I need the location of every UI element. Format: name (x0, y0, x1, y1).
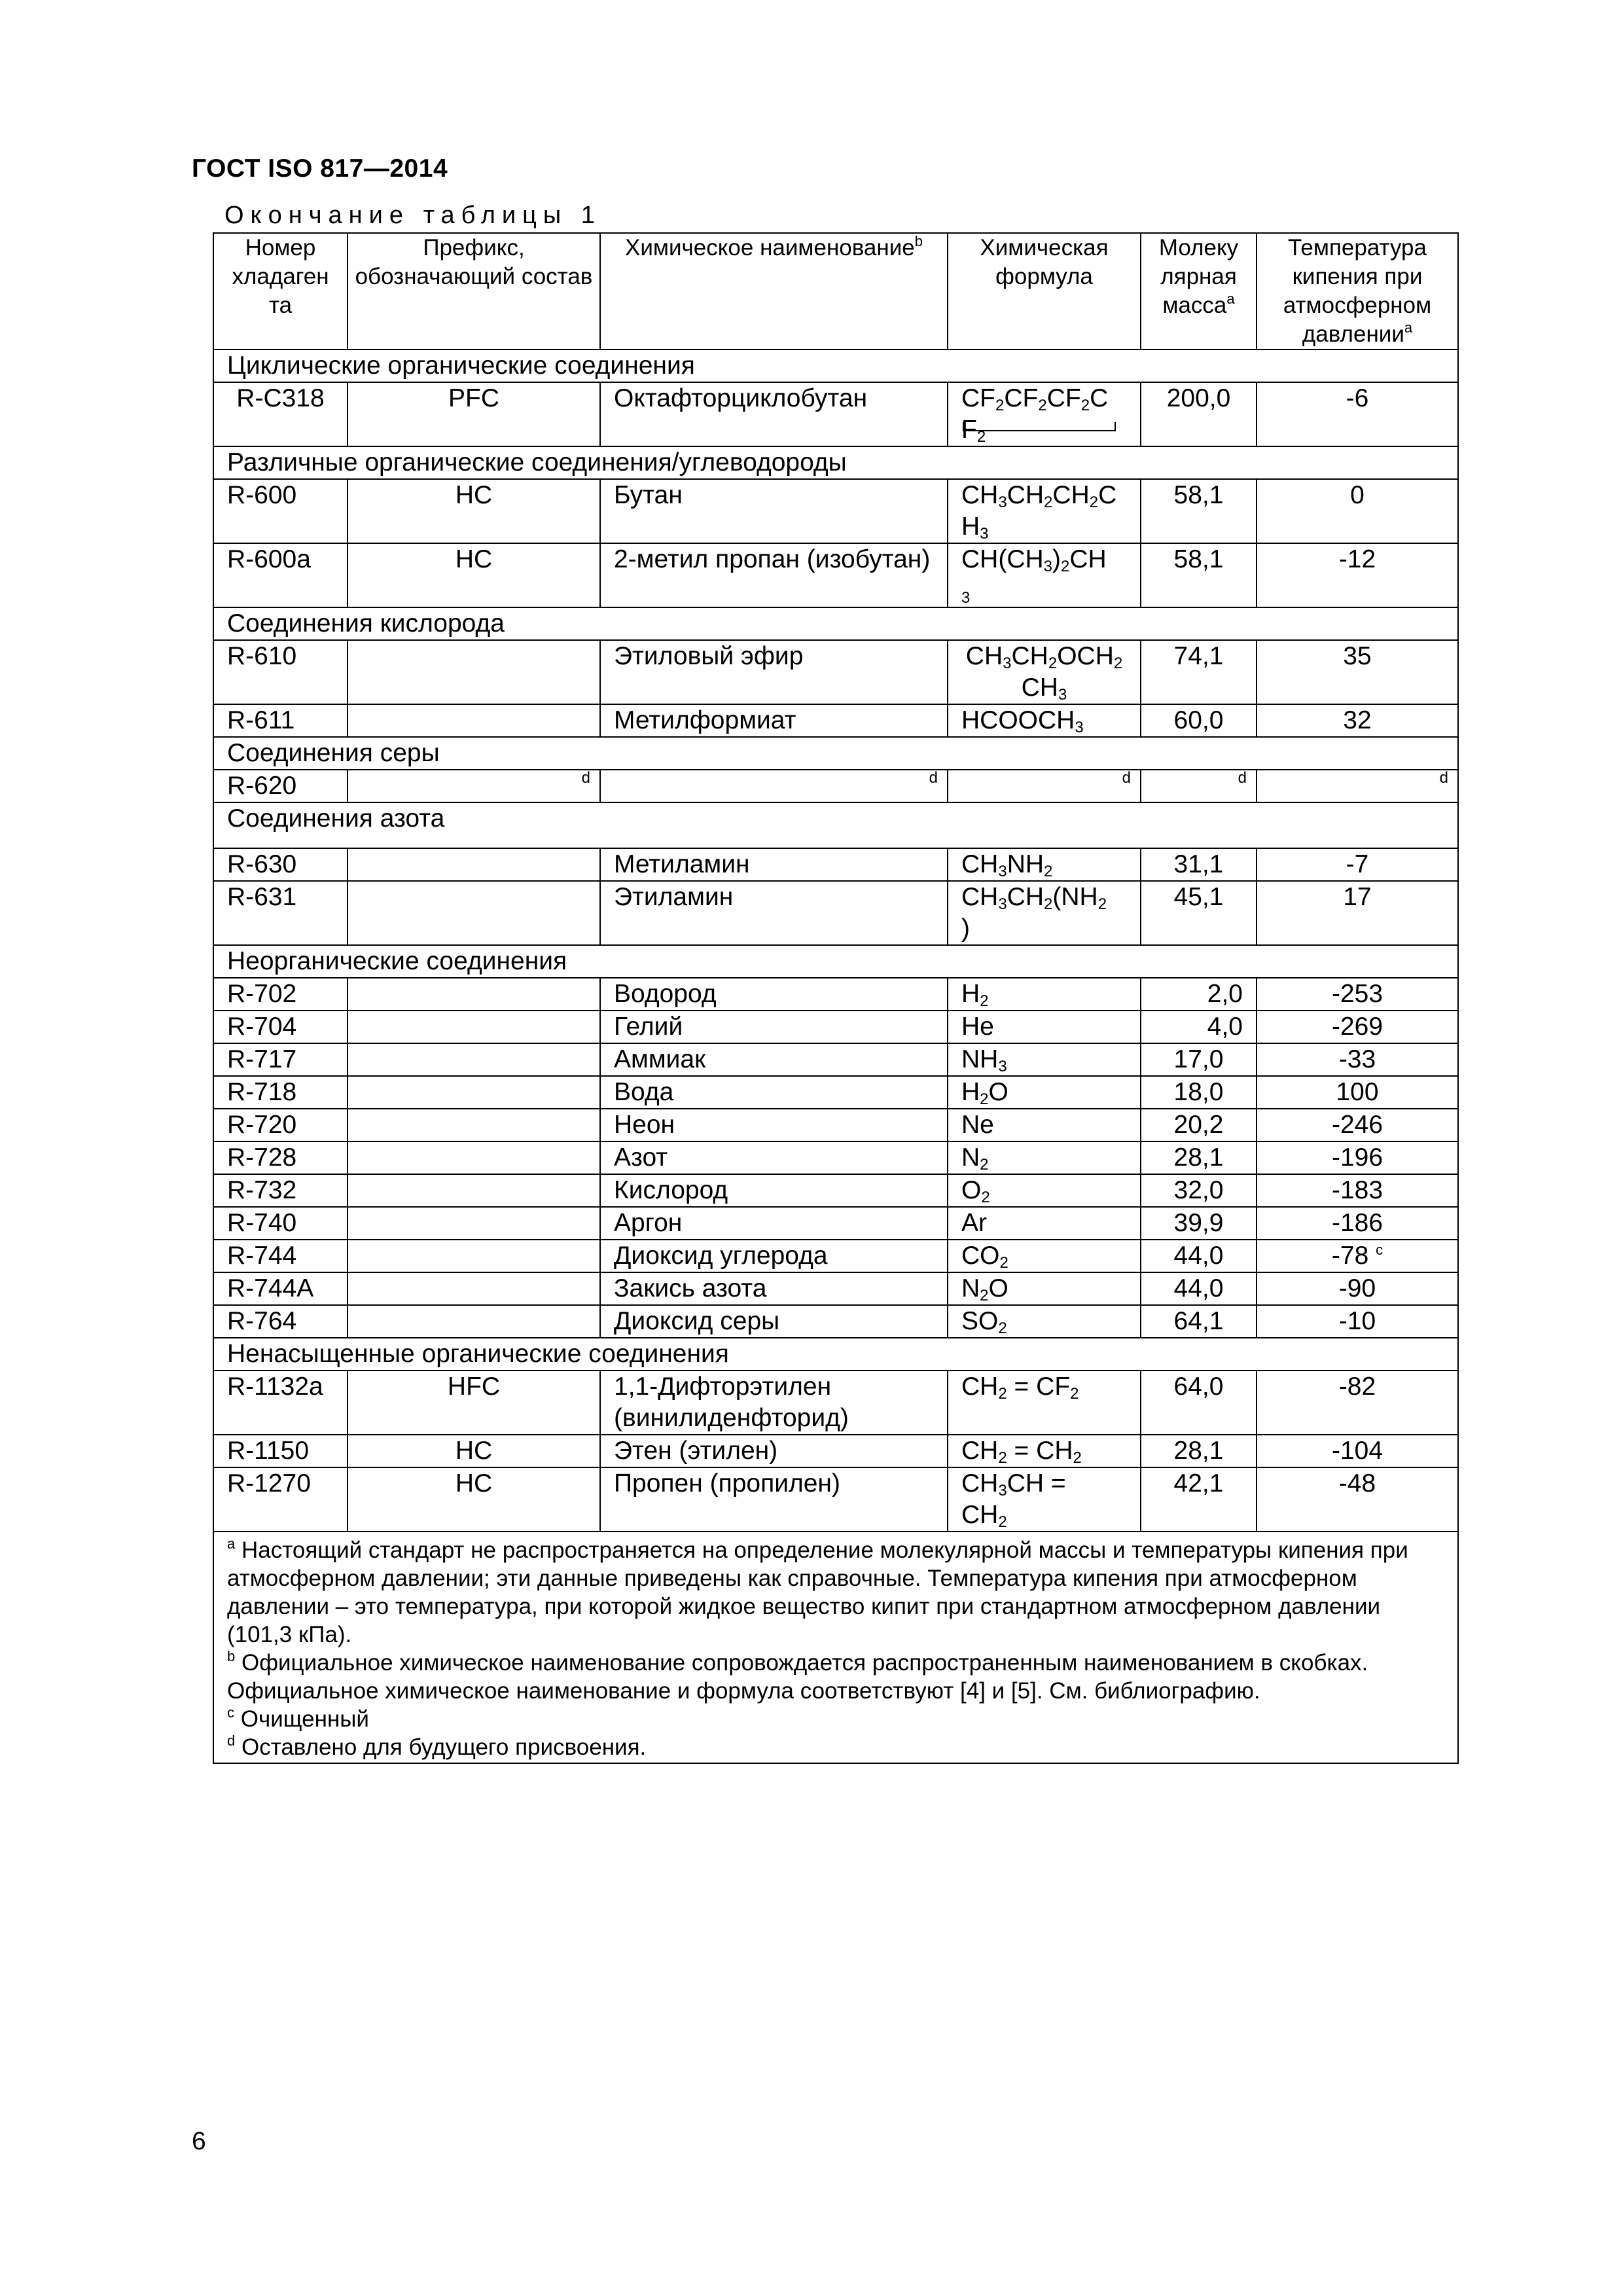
cell-mass: 45,1 (1141, 881, 1257, 945)
cell-temp: -246 (1257, 1109, 1458, 1141)
table-row (213, 1240, 1458, 1272)
cell-name: Октафторциклобутан (600, 382, 948, 446)
cell-prefix (348, 1305, 600, 1338)
document-code: ГОСТ ISO 817—2014 (192, 154, 448, 183)
cell-number: R-1270 (213, 1467, 348, 1532)
cell-number: R-600a (213, 543, 348, 607)
cell-prefix (348, 1272, 600, 1305)
cell-mass: 44,0 (1141, 1240, 1257, 1272)
cell-mass: 17,0 (1141, 1043, 1257, 1076)
cell-prefix (348, 640, 600, 704)
cell-temp: -269 (1257, 1011, 1458, 1043)
cell-prefix: HC (348, 543, 600, 607)
cell-temp: 35 (1257, 640, 1458, 704)
cell-name: Метилформиат (600, 704, 948, 737)
table-row (213, 1305, 1458, 1338)
cell-temp: -253 (1257, 978, 1458, 1011)
cell-number: R-C318 (213, 382, 348, 446)
group-row (213, 945, 1458, 978)
table-row (213, 1043, 1458, 1076)
cell-number: R-1132a (213, 1371, 348, 1435)
col-header-prefix: Префикс, обозначающий состав (348, 233, 600, 350)
table-row (213, 1467, 1458, 1532)
cell-mass: 32,0 (1141, 1174, 1257, 1207)
cell-prefix (348, 1141, 600, 1174)
cell-formula: $CH_3CH_2CH_2C$ $H_3$ (948, 479, 1141, 543)
cell-number: R-610 (213, 640, 348, 704)
cell-formula: $HCOOCH_3$ (948, 704, 1141, 737)
cell-prefix (348, 881, 600, 945)
reserved-flag: d (948, 770, 1141, 802)
cell-temp: -10 (1257, 1305, 1458, 1338)
col-header-temp: Температура кипения при атмосферном давлении$^a$ (1257, 233, 1458, 350)
group-row (213, 446, 1458, 479)
cell-formula: $CF_2CF_2CF_2C$ $F_2$ (948, 382, 1141, 446)
cell-formula: $SO_2$ (948, 1305, 1141, 1338)
cell-mass: 200,0 (1141, 382, 1257, 446)
cell-temp: -183 (1257, 1174, 1458, 1207)
cell-temp: -78 $^c$ (1257, 1240, 1458, 1272)
refrigerant-table (213, 232, 1459, 1764)
group-row (213, 350, 1458, 382)
cell-number: R-630 (213, 848, 348, 881)
cell-formula: $CO_2$ (948, 1240, 1141, 1272)
cell-prefix (348, 1109, 600, 1141)
group-title: Неорганические соединения (213, 945, 1458, 978)
reserved-flag: d (348, 770, 600, 802)
cell-formula: Ne (948, 1109, 1141, 1141)
footnote-b: $^b$ Официальное химическое наименование сопровождается распространенным наименованием в скобках. Официальное химическое наименование и формула соответствуют [4] и [5]. См. библиографию. (227, 1648, 1368, 1704)
cell-temp: -7 (1257, 848, 1458, 881)
group-title: Соединения кислорода (213, 607, 1458, 640)
cell-number: R-620 (213, 770, 348, 802)
cell-mass: 4,0 (1141, 1011, 1257, 1043)
cell-formula: He (948, 1011, 1141, 1043)
cell-name: Этен (этилен) (600, 1435, 948, 1467)
cell-prefix: PFC (348, 382, 600, 446)
group-title: Ненасыщенные органические соединения (213, 1338, 1458, 1371)
table-row (213, 640, 1458, 704)
cell-name: Метиламин (600, 848, 948, 881)
cell-name: Этиловый эфир (600, 640, 948, 704)
cell-prefix: HC (348, 479, 600, 543)
table-row (213, 1174, 1458, 1207)
cell-formula: $O_2$ (948, 1174, 1141, 1207)
group-row (213, 802, 1458, 848)
cell-formula: $NH_3$ (948, 1043, 1141, 1076)
table-row (213, 1076, 1458, 1109)
cell-name: Кислород (600, 1174, 948, 1207)
cell-mass: 64,1 (1141, 1305, 1257, 1338)
cell-prefix (348, 1174, 600, 1207)
footnote-c: $^c$ Очищенный (227, 1704, 369, 1732)
cell-name: Этиламин (600, 881, 948, 945)
cell-formula: $H_2O$ (948, 1076, 1141, 1109)
cell-number: R-717 (213, 1043, 348, 1076)
table-row (213, 881, 1458, 945)
cell-number: R-764 (213, 1305, 348, 1338)
cell-name: 2-метил пропан (изобутан) (600, 543, 948, 607)
cell-name: 1,1-Дифторэтилен (винилиденфторид) (600, 1371, 948, 1435)
cell-name: Аргон (600, 1207, 948, 1240)
cell-temp: -196 (1257, 1141, 1458, 1174)
cell-prefix (348, 1043, 600, 1076)
group-row (213, 737, 1458, 770)
table-row (213, 1141, 1458, 1174)
table-row (213, 1109, 1458, 1141)
cell-temp: -186 (1257, 1207, 1458, 1240)
cell-temp: -90 (1257, 1272, 1458, 1305)
cell-name: Пропен (пропилен) (600, 1467, 948, 1532)
cell-mass: 18,0 (1141, 1076, 1257, 1109)
cell-temp: 0 (1257, 479, 1458, 543)
cell-prefix (348, 1240, 600, 1272)
table-row (213, 770, 1458, 802)
cell-prefix (348, 1207, 600, 1240)
col-header-mass: Молеку лярная масса$^a$ (1141, 233, 1257, 350)
cell-mass: 28,1 (1141, 1141, 1257, 1174)
cell-mass: 42,1 (1141, 1467, 1257, 1532)
cell-formula: $CH_2 = CF_2$ (948, 1371, 1141, 1435)
cell-mass: 28,1 (1141, 1435, 1257, 1467)
cell-mass: 2,0 (1141, 978, 1257, 1011)
table-row (213, 978, 1458, 1011)
cell-number: R-740 (213, 1207, 348, 1240)
cell-number: R-728 (213, 1141, 348, 1174)
col-header-formula: Химическая формула (948, 233, 1141, 350)
cell-mass: 31,1 (1141, 848, 1257, 881)
footnote-d: $^d$ Оставлено для будущего присвоения. (227, 1732, 647, 1760)
table-row (213, 848, 1458, 881)
footnotes (213, 1532, 1458, 1763)
cell-number: R-744 (213, 1240, 348, 1272)
cell-mass: 74,1 (1141, 640, 1257, 704)
cell-number: R-631 (213, 881, 348, 945)
table-header-row (213, 233, 1458, 350)
reserved-flag: d (1141, 770, 1257, 802)
table-row (213, 543, 1458, 607)
cell-formula: $CH_3CH_2OCH_2$ $CH_3$ (948, 640, 1141, 704)
cell-mass: 58,1 (1141, 479, 1257, 543)
group-title: Циклические органические соединения (213, 350, 1458, 382)
cell-formula: $CH(CH_3)_2CH$ $_3$ (948, 543, 1141, 607)
cell-name: Бутан (600, 479, 948, 543)
cell-formula: $CH_3CH$ = $CH_2$ (948, 1467, 1141, 1532)
cell-mass: 64,0 (1141, 1371, 1257, 1435)
group-title: Соединения азота (213, 802, 1458, 848)
cell-prefix: HFC (348, 1371, 600, 1435)
cell-number: R-744A (213, 1272, 348, 1305)
table-row (213, 704, 1458, 737)
cell-name: Гелий (600, 1011, 948, 1043)
cell-temp: -48 (1257, 1467, 1458, 1532)
cell-temp: -82 (1257, 1371, 1458, 1435)
cell-prefix (348, 978, 600, 1011)
cell-name: Неон (600, 1109, 948, 1141)
cell-prefix: HC (348, 1435, 600, 1467)
table-row (213, 1272, 1458, 1305)
cell-temp: -6 (1257, 382, 1458, 446)
footnote-a: $^a$ Настоящий стандарт не распространяется на определение молекулярной массы и температуры кипения при атмосферном давлении; эти данные приведены как справочные. Температура кипения при атмосферном давлении – это температура, при которой жидкое вещество кипит при стандартном атмосферном давлении (101,3 кПа). (227, 1535, 1408, 1647)
group-title: Различные органические соединения/углеводороды (213, 446, 1458, 479)
cell-temp: 17 (1257, 881, 1458, 945)
cell-formula: $CH_3NH_2$ (948, 848, 1141, 881)
reserved-flag: d (600, 770, 948, 802)
table-row (213, 1435, 1458, 1467)
cell-name: Азот (600, 1141, 948, 1174)
cell-formula: $CH_3CH_2(NH_2$ ) (948, 881, 1141, 945)
cell-formula: $H_2$ (948, 978, 1141, 1011)
cell-number: R-704 (213, 1011, 348, 1043)
col-header-name: Химическое наименование$^b$ (600, 233, 948, 350)
cell-prefix (348, 848, 600, 881)
cell-temp: -104 (1257, 1435, 1458, 1467)
group-row (213, 607, 1458, 640)
table-row (213, 1371, 1458, 1435)
cell-formula: Ar (948, 1207, 1141, 1240)
col-header-number: Номер хладаген та (213, 233, 348, 350)
page-number: 6 (192, 2127, 206, 2155)
cell-number: R-611 (213, 704, 348, 737)
cell-formula: $CH_2 = CH_2$ (948, 1435, 1141, 1467)
cell-number: R-718 (213, 1076, 348, 1109)
cell-number: R-732 (213, 1174, 348, 1207)
cell-mass: 20,2 (1141, 1109, 1257, 1141)
cell-number: R-600 (213, 479, 348, 543)
table-caption: Окончание таблицы 1 (224, 202, 601, 229)
cell-name: Водород (600, 978, 948, 1011)
cell-mass: 58,1 (1141, 543, 1257, 607)
table-row (213, 1207, 1458, 1240)
table-row (213, 382, 1458, 446)
cell-temp: 100 (1257, 1076, 1458, 1109)
cell-mass: 39,9 (1141, 1207, 1257, 1240)
cell-temp: -33 (1257, 1043, 1458, 1076)
cell-name: Аммиак (600, 1043, 948, 1076)
cell-formula: $N_2$ (948, 1141, 1141, 1174)
cell-name: Вода (600, 1076, 948, 1109)
footnotes-row (213, 1532, 1458, 1763)
cell-prefix (348, 704, 600, 737)
cell-mass: 60,0 (1141, 704, 1257, 737)
cell-temp: -12 (1257, 543, 1458, 607)
group-row (213, 1338, 1458, 1371)
cell-name: Диоксид углерода (600, 1240, 948, 1272)
cell-formula: $N_2O$ (948, 1272, 1141, 1305)
cell-number: R-720 (213, 1109, 348, 1141)
group-title: Соединения серы (213, 737, 1458, 770)
ring-bracket-line (963, 422, 1116, 431)
cell-prefix: HC (348, 1467, 600, 1532)
cell-prefix (348, 1076, 600, 1109)
cell-number: R-1150 (213, 1435, 348, 1467)
cell-prefix (348, 1011, 600, 1043)
cell-number: R-702 (213, 978, 348, 1011)
table-row (213, 479, 1458, 543)
reserved-flag: d (1257, 770, 1458, 802)
cell-temp: 32 (1257, 704, 1458, 737)
cell-mass: 44,0 (1141, 1272, 1257, 1305)
cell-name: Диоксид серы (600, 1305, 948, 1338)
table-row (213, 1011, 1458, 1043)
cell-name: Закись азота (600, 1272, 948, 1305)
